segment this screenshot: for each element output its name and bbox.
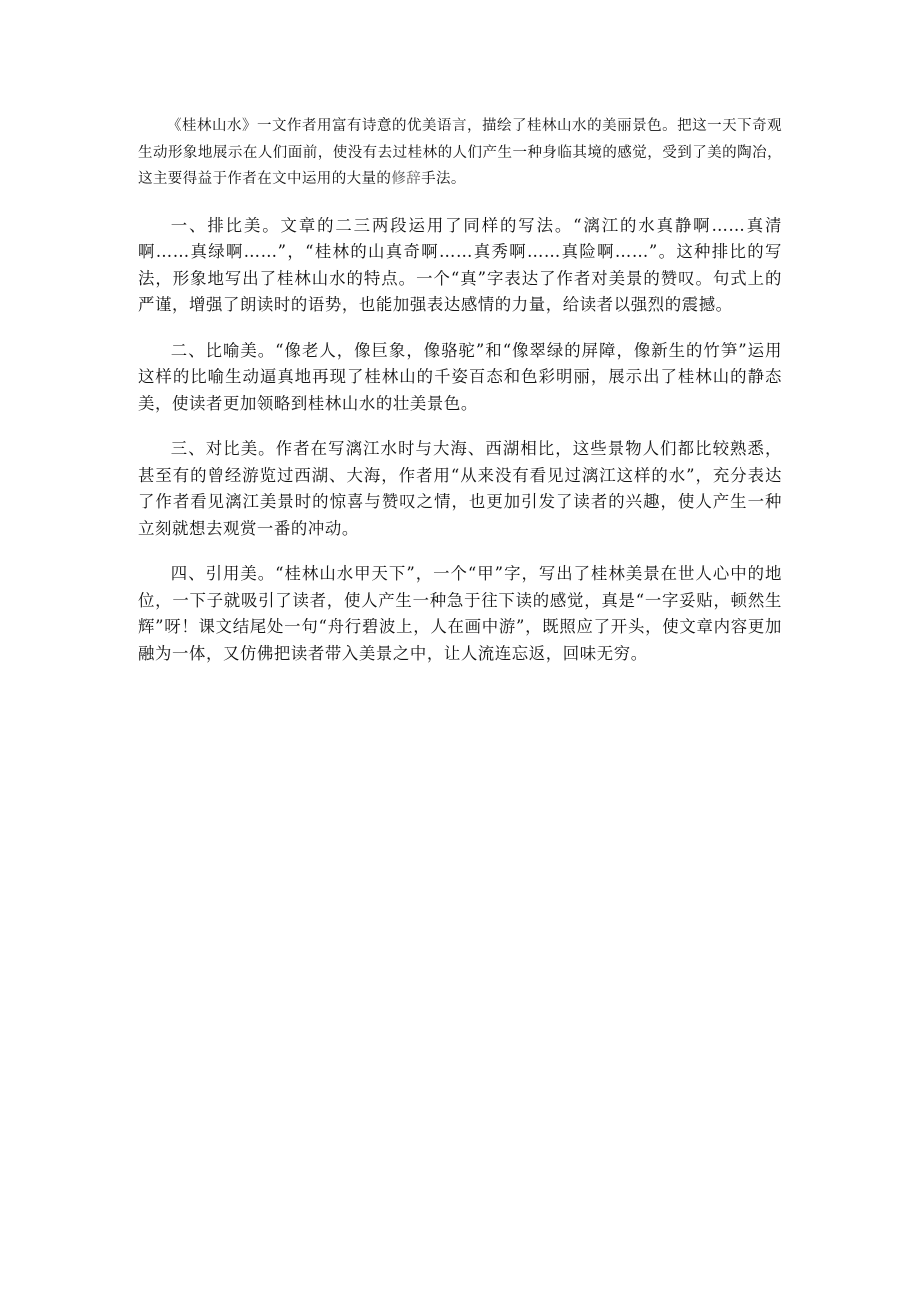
document-body <box>138 113 782 667</box>
paragraph-parallelism: 一、排比美。文章的二三两段运用了同样的写法。“漓江的水真静啊……真清啊……真绿啊……”，“桂林的山真奇啊……真秀啊……真险啊……”。这种排比的写法，形象地写出了桂林山水的特点。一个“真”字表达了作者对美景的赞叹。句式上的严谨，增强了朗读时的语势，也能加强表达感情的力量，给读者以强烈的震撼。 <box>138 215 782 314</box>
paragraph-contrast: 三、对比美。作者在写漓江水时与大海、西湖相比，这些景物人们都比较熟悉，甚至有的曾经游览过西湖、大海，作者用“从来没有看见过漓江这样的水”，充分表达了作者看见漓江美景时的惊喜与赞叹之情，也更加引发了读者的兴趣，使人产生一种立刻就想去观赏一番的冲动。 <box>138 439 782 538</box>
paragraph-metaphor: 二、比喻美。“像老人，像巨象，像骆驼”和“像翠绿的屏障，像新生的竹笋”运用这样的比喻生动逼真地再现了桂林山的千姿百态和色彩明丽，展示出了桂林山的静态美，使读者更加领略到桂林山水的壮美景色。 <box>138 340 782 413</box>
rhetoric-term: 修辞 <box>391 171 422 187</box>
intro-text-end: 手法。 <box>421 171 466 187</box>
intro-text: 《桂林山水》一文作者用富有诗意的优美语言，描绘了桂林山水的美丽景色。把这一天下奇观生动形象地展示在人们面前，使没有去过桂林的人们产生一种身临其境的感觉，受到了美的陶冶，这主要得益于作者在文中运用的大量的 <box>138 118 782 187</box>
paragraph-quotation: 四、引用美。“桂林山水甲天下”，一个“甲”字，写出了桂林美景在世人心中的地位，一下子就吸引了读者，使人产生一种急于往下读的感觉，真是“一字妥贴，顿然生辉”呀！课文结尾处一句“舟行碧波上，人在画中游”，既照应了开头，使文章内容更加融为一体，又仿佛把读者带入美景之中，让人流连忘返，回味无穷。 <box>138 564 782 663</box>
intro-paragraph <box>138 113 782 193</box>
